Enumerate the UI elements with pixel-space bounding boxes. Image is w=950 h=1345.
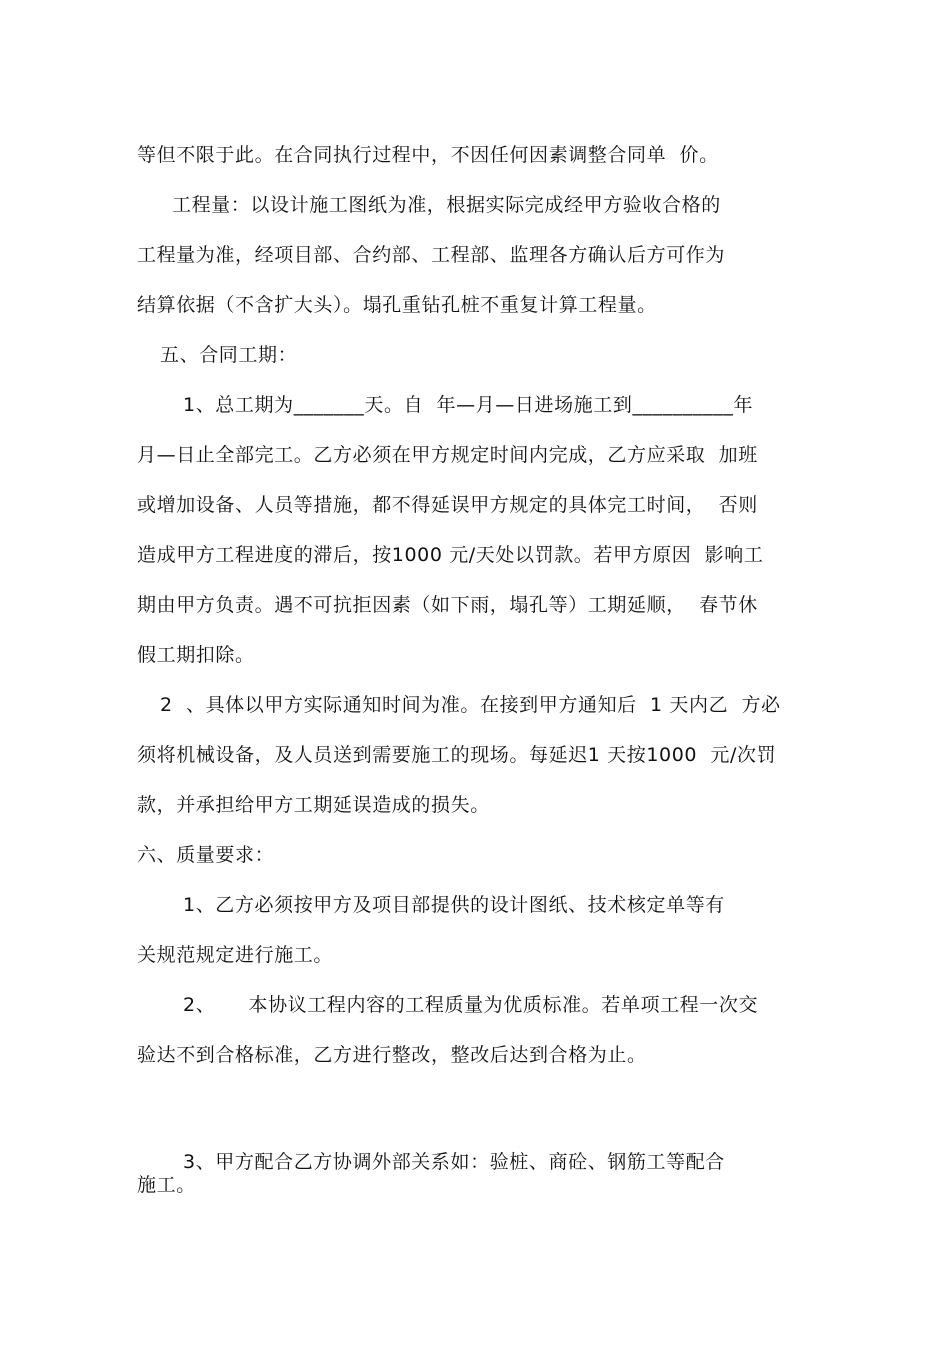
text-line: 须将机械设备，及人员送到需要施工的现场。每延迟1 天按1000 元/次罚 <box>137 744 777 766</box>
text-line: 关规范规定进行施工。 <box>137 944 334 966</box>
text-line: 验达不到合格标准，乙方进行整改，整改后达到合格为止。 <box>137 1044 647 1066</box>
text-line: 施工。 <box>137 1174 196 1196</box>
text-line: 结算依据（不含扩大头）。塌孔重钻孔桩不重复计算工程量。 <box>137 294 657 316</box>
text-line: 等但不限于此。在合同执行过程中，不因任何因素调整合同单 价。 <box>137 144 719 166</box>
text-line: 3、甲方配合乙方协调外部关系如：验桩、商砼、钢筋工等配合 <box>183 1151 725 1173</box>
text-line: 1、总工期为_______天。自 年—月—日进场施工到__________年 <box>183 394 754 416</box>
section-heading: 五、合同工期： <box>160 344 298 366</box>
text-line: 或增加设备、人员等措施，都不得延误甲方规定的具体完工时间， 否则 <box>137 494 758 516</box>
text-line: 工程量为准，经项目部、合约部、工程部、监理各方确认后方可作为 <box>137 244 726 266</box>
text-line: 假工期扣除。 <box>137 644 255 666</box>
text-line: 2 、具体以甲方实际通知时间为准。在接到甲方通知后 1 天内乙 方必 <box>160 694 781 716</box>
text-line: 造成甲方工程进度的滞后，按1000 元/天处以罚款。若甲方原因 影响工 <box>137 544 764 566</box>
text-line: 2、 本协议工程内容的工程质量为优质标准。若单项工程一次交 <box>183 994 759 1016</box>
section-heading: 六、质量要求： <box>137 844 275 866</box>
text-line: 款，并承担给甲方工期延误造成的损失。 <box>137 794 490 816</box>
text-line: 工程量：以设计施工图纸为准，根据实际完成经甲方验收合格的 <box>172 194 721 216</box>
text-line: 1、乙方必须按甲方及项目部提供的设计图纸、技术核定单等有 <box>183 894 725 916</box>
text-line: 期由甲方负责。遇不可抗拒因素（如下雨，塌孔等）工期延顺， 春节休 <box>137 594 758 616</box>
text-line: 月—日止全部完工。乙方必须在甲方规定时间内完成，乙方应采取 加班 <box>137 444 758 466</box>
